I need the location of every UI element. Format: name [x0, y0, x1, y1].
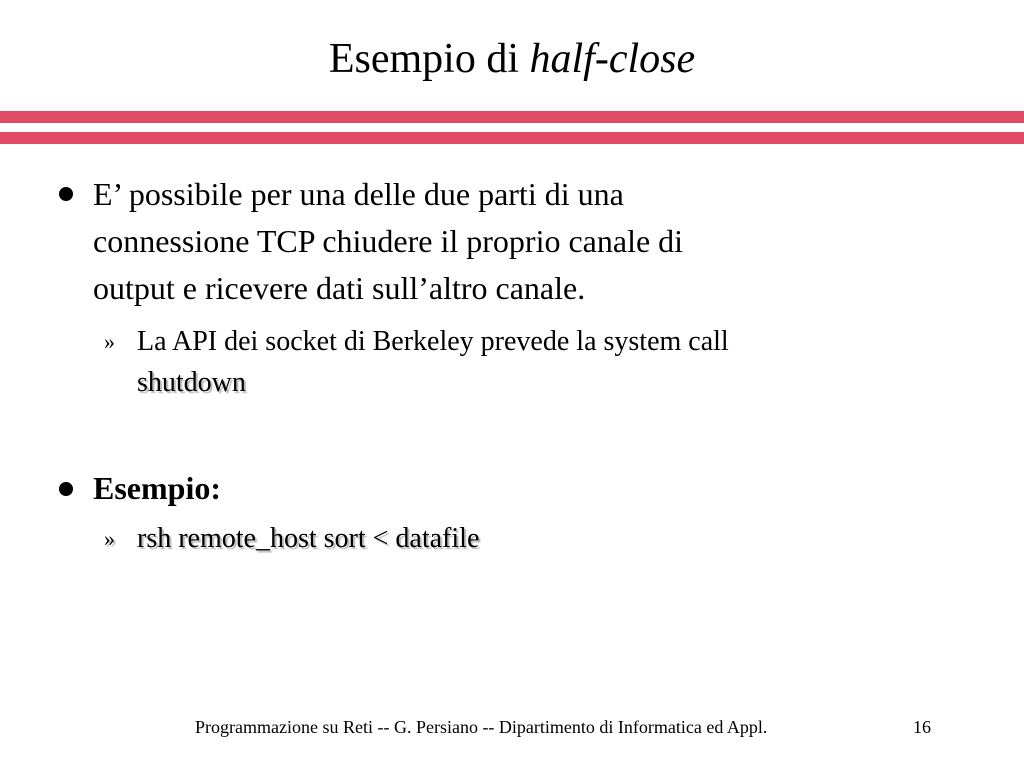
slide-title: [0, 34, 1024, 84]
bullet-1-line-1: E’ possibile per una delle due parti di una: [93, 176, 624, 212]
slide-footer: Programmazione su Reti -- G. Persiano -- Dipartimento di Informatica ed Appl.: [195, 717, 768, 737]
bullet-dot-icon: [57, 480, 77, 500]
page-number: 16: [913, 717, 931, 737]
bullet-2-text: Esempio:: [93, 470, 221, 506]
bullet-1-line-2: connessione TCP chiudere il proprio canale di: [93, 223, 684, 259]
bullet-dot-icon: [57, 185, 77, 205]
sub-bullet-1-line-2: shutdown: [137, 367, 246, 398]
title-divider-bottom: [0, 132, 1024, 144]
sub-bullet-marker: »: [104, 329, 115, 354]
slide-title-italic: half-close: [529, 36, 696, 82]
bullet-1-line-3: output e ricevere dati sull’altro canale.: [93, 270, 586, 306]
slide-title-plain: Esempio di: [328, 36, 530, 82]
sub-bullet-marker: »: [104, 526, 115, 551]
title-divider-top: [0, 111, 1024, 123]
sub-bullet-2-text: rsh remote_host sort < datafile: [137, 523, 480, 554]
sub-bullet-1-line-1: La API dei socket di Berkeley prevede la system call: [137, 326, 729, 357]
